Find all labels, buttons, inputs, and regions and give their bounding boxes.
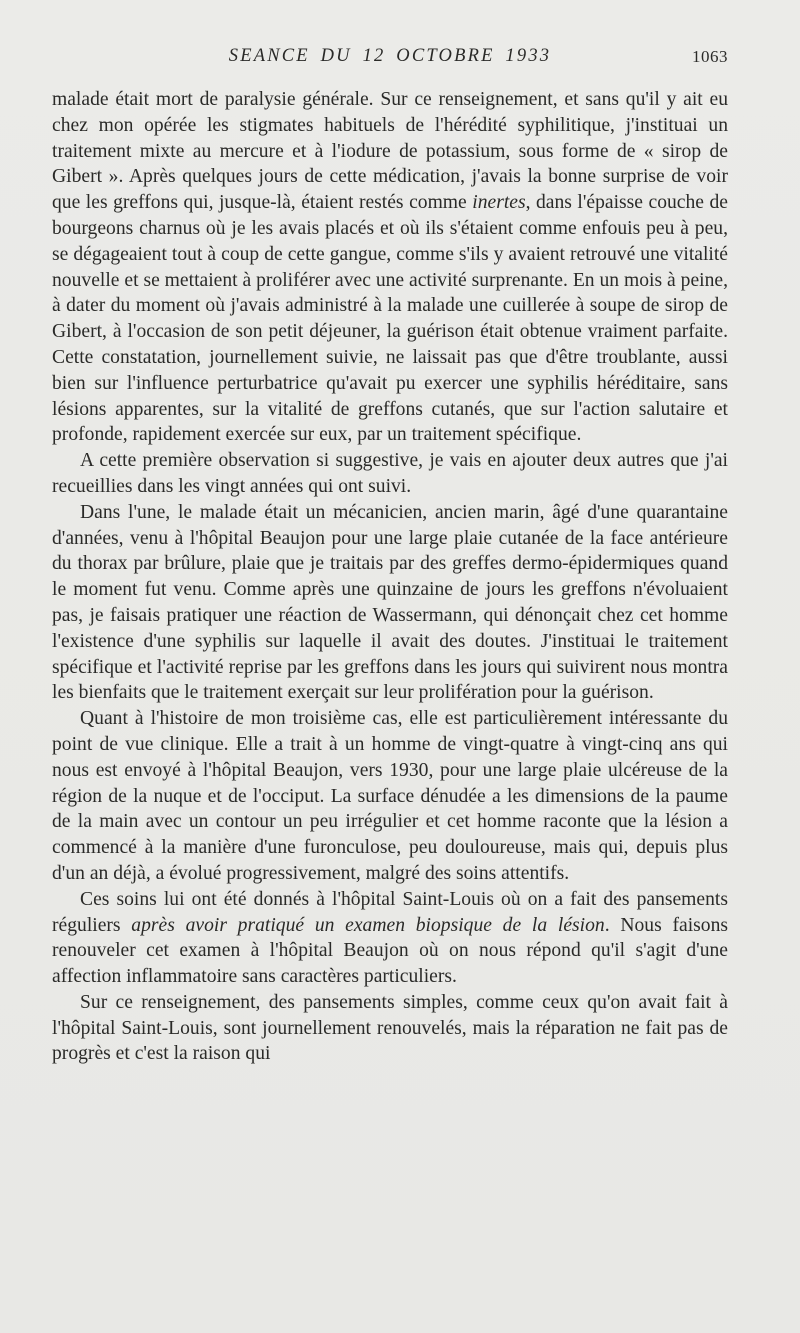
text-segment: malade était mort de paralysie générale. Sur ce renseignement, et sans qu'il y ait eu chez mon opérée les stigmates habituels de l'hérédité syphilitique, j'instituai un traitement mixte au mercure et à l'iodure de potassium, sous forme de « sirop de Gibert ». Après quelques jours de cette médication, j'avais la bonne surprise de voir que les greffons qui, jusque-là, étaient restés comme	[52, 89, 728, 214]
text-segment: Ces soins lui ont été donnés à l'hôpital Saint-Louis où on a fait des pansements réguliers	[52, 888, 728, 936]
paragraph-5	[52, 887, 728, 990]
text-segment: Quant à l'histoire de mon troisième cas, elle est particulièrement intéressante du point de vue clinique. Elle a trait à un homme de vingt-quatre à vingt-cinq ans qui nous est envoyé à l'hôpital Beaujon, vers 1930, pour une large plaie ulcéreuse de la région de la nuque et de l'occiput. La surface dénudée a les dimensions de la paume de la main avec un contour un peu irrégulier et cet homme raconte que la lésion a commencé à la manière d'une furonculose, peu douloureuse, mais qui, depuis plus d'un an déjà, a évolué progressivement, malgré des soins attentifs.	[52, 708, 728, 884]
body-text	[52, 87, 728, 1067]
text-segment: . Nous faisons renouveler cet examen à l'hôpital Beaujon où on nous répond qu'il s'agit d'une affection inflammatoire sans caractères particuliers.	[52, 914, 728, 988]
text-segment: A cette première observation si suggestive, je vais en ajouter deux autres que j'ai recueillies dans les vingt années qui ont suivi.	[52, 450, 728, 497]
running-title: SEANCE DU 12 OCTOBRE 1933	[228, 46, 552, 66]
paragraph-2	[52, 448, 728, 500]
italic-text-segment: après avoir pratiqué un examen biopsique de la lésion	[131, 914, 605, 936]
paragraph-1	[52, 87, 728, 448]
text-segment: Dans l'une, le malade était un mécanicien, ancien marin, âgé d'une quarantaine d'années, venu à l'hôpital Beaujon pour une large plaie cutanée de la face antérieure du thorax par brûlure, plaie que je traitais par des greffes dermo-épidermiques quand le moment fut venu. Comme après une quinzaine de jours les greffons n'évoluaient pas, je faisais pratiquer une réaction de Wassermann, qui dénonçait chez cet homme l'existence d'une syphilis sur laquelle il avait des doutes. J'instituai le traitement spécifique et l'activité reprise par les greffons dans les jours qui suivirent nous montra les bienfaits que le traitement exerçait sur leur prolifération pour la guérison.	[52, 501, 728, 704]
page-number: 1063	[692, 47, 728, 66]
running-header	[52, 46, 728, 72]
italic-text-segment: inertes	[472, 192, 526, 214]
paragraph-4	[52, 706, 728, 887]
text-segment: , dans l'épaisse couche de bourgeons charnus où je les avais placés et où ils s'étaient comme enfouis peu à peu, se dégageaient tout à coup de cette gangue, comme s'ils y avaient retrouvé une vitalité nouvelle et se mettaient à proliférer avec une activité surprenante. En un mois à peine, à dater du moment où j'avais administré à la malade une cuillerée à soupe de sirop de Gibert, à l'occasion de son petit déjeuner, la guérison était obtenue vraiment parfaite. Cette constatation, journellement suivie, ne laissait pas que d'être troublante, aussi bien sur l'influence perturbatrice qu'avait pu exercer une syphilis héréditaire, sans lésions apparentes, sur la vitalité de greffons cutanés, que sur l'action salutaire et profonde, rapidement exercée sur eux, par un traitement spécifique.	[52, 192, 728, 446]
paragraph-6	[52, 990, 728, 1067]
text-segment: Sur ce renseignement, des pansements simples, comme ceux qu'on avait fait à l'hôpital Saint-Louis, sont journellement renouvelés, mais la réparation ne fait pas de progrès et c'est la raison qui	[52, 991, 728, 1065]
paragraph-3	[52, 500, 728, 706]
